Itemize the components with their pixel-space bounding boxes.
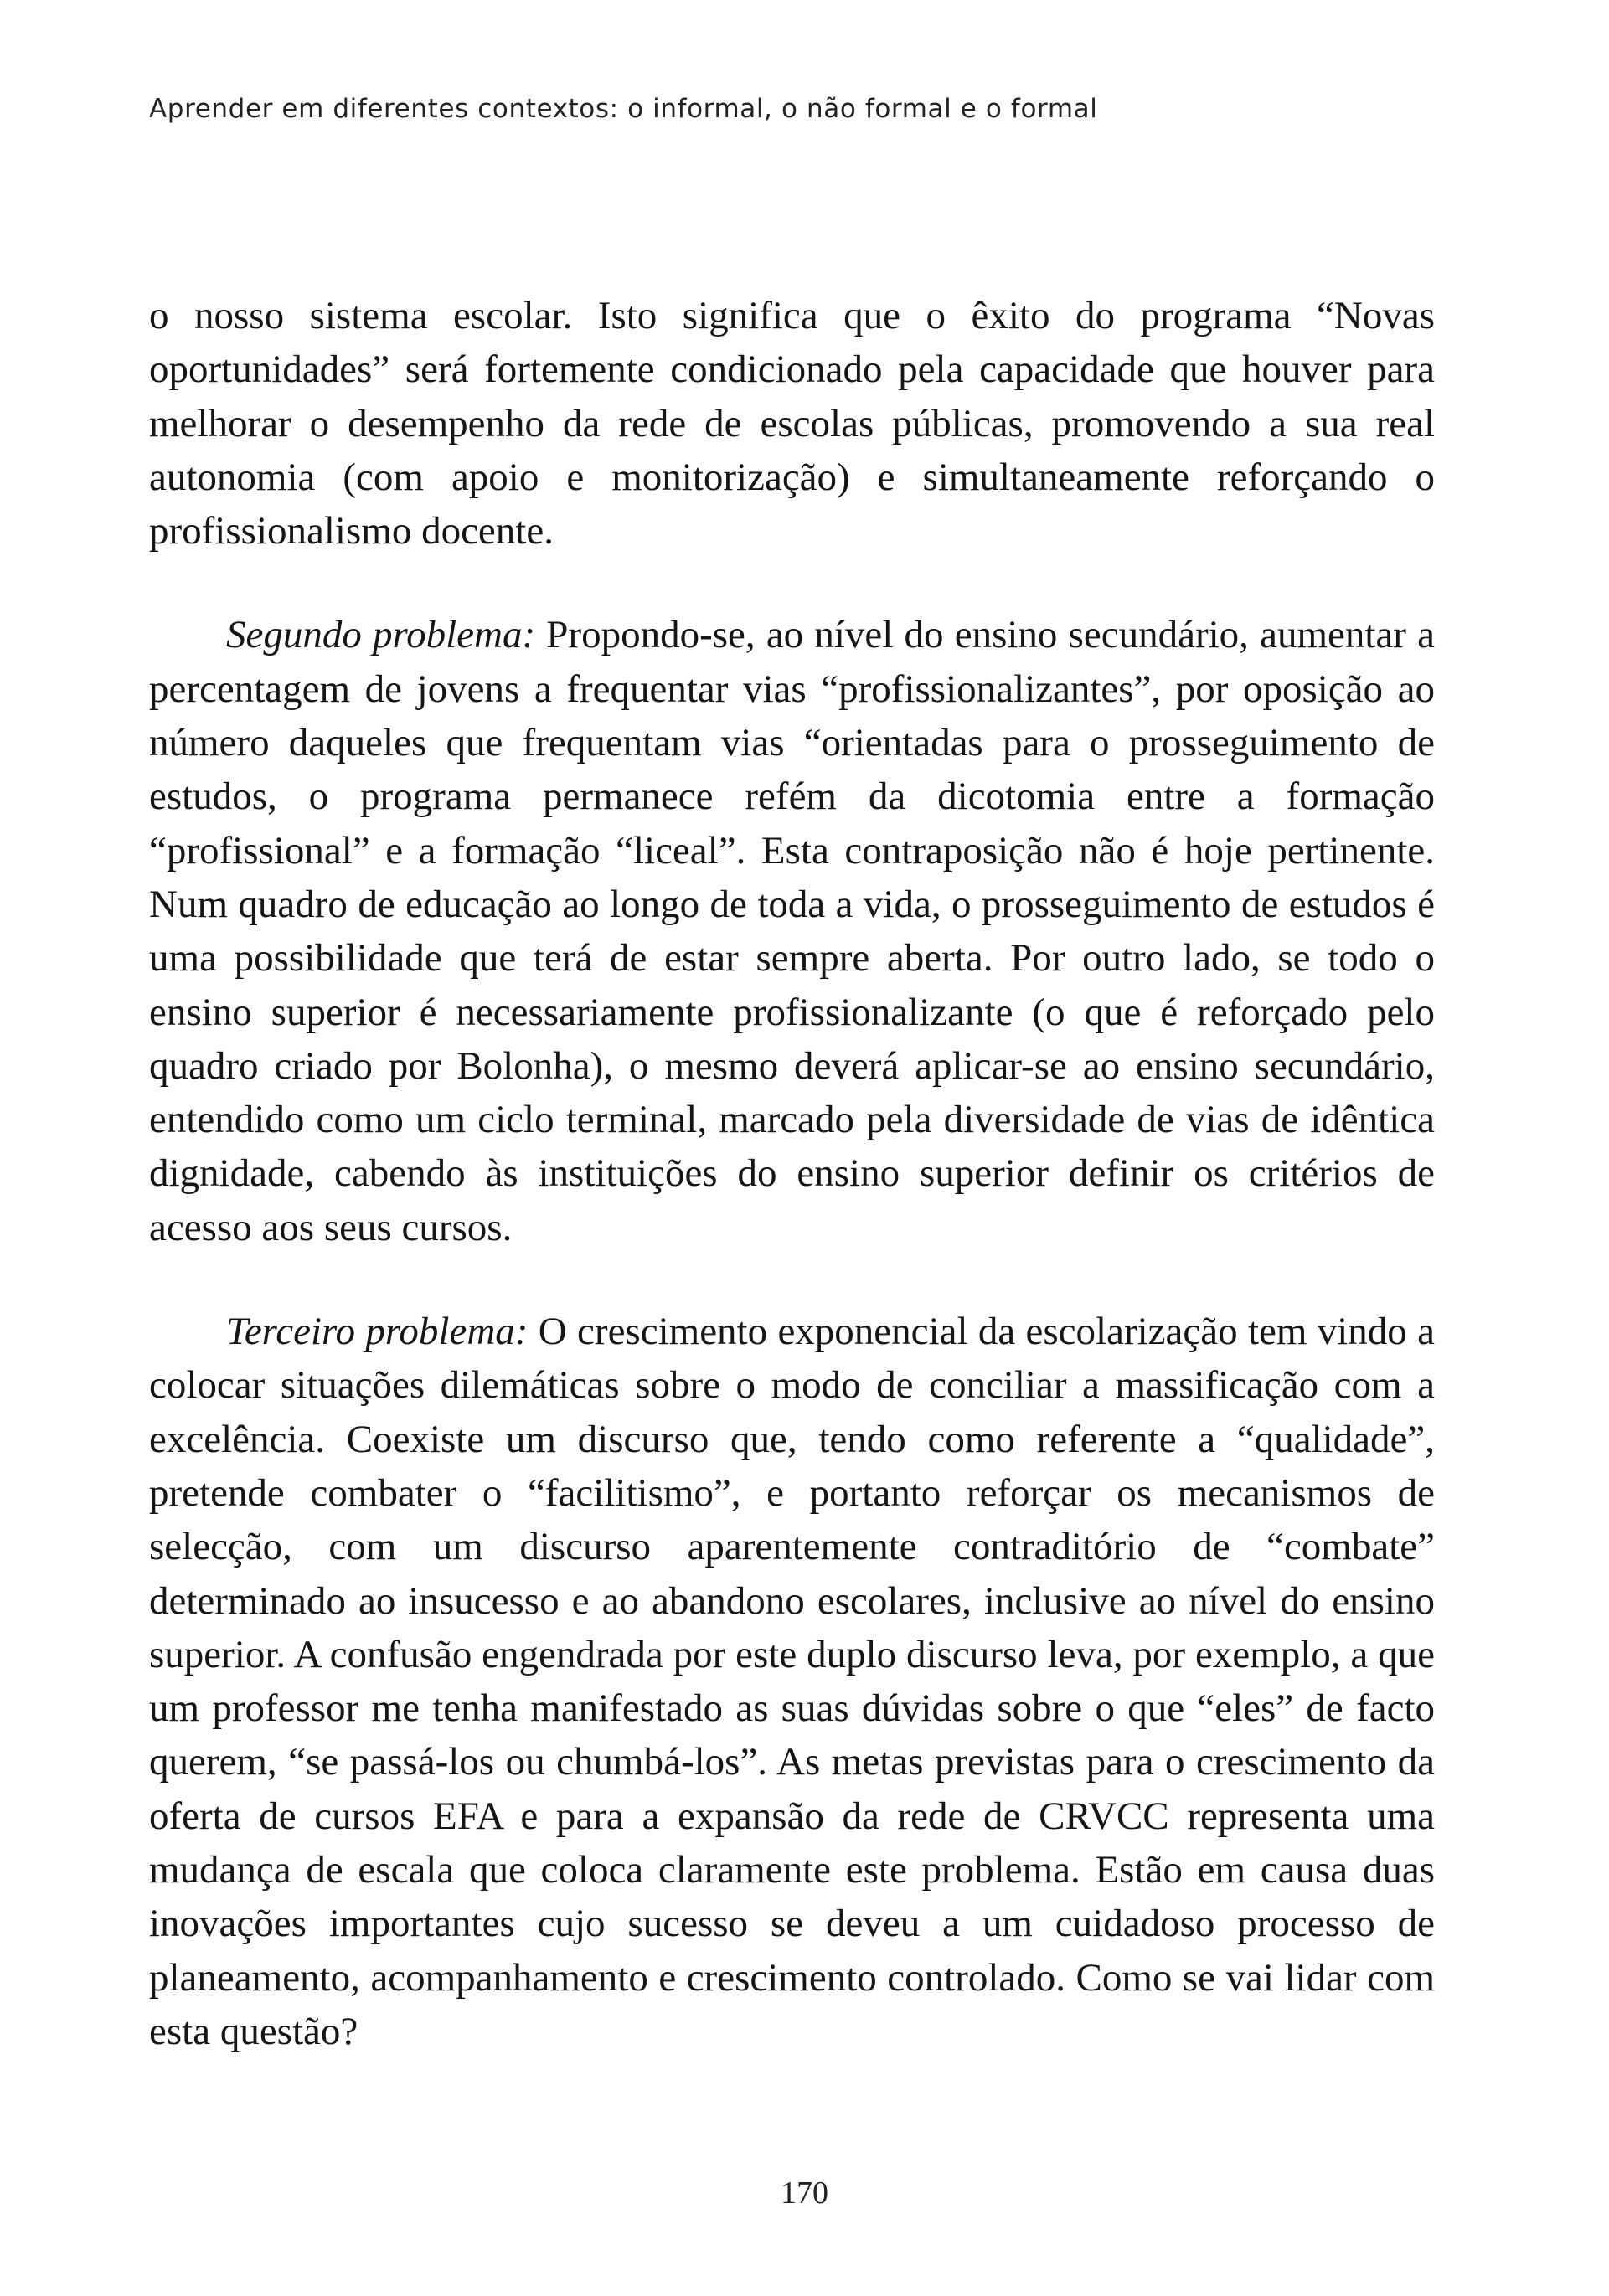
paragraph-lead: Terceiro problema: xyxy=(226,1310,529,1354)
paragraph-continuation xyxy=(149,289,1435,558)
running-header: Aprender em diferentes contextos: o informal, o não formal e o formal xyxy=(149,94,1098,124)
paragraph-terceiro-problema xyxy=(149,1305,1435,2058)
paragraph-text: o nosso sistema escolar. Isto significa que o êxito do programa “Novas oportunidades” será fortemente condicionado pela capacidade que houver para melhorar o desempenho da rede de escolas públicas, promovendo a sua real autonomia (com apoio e monitorização) e simultaneamente reforçando o profissionalismo docente. xyxy=(149,294,1435,553)
body-text xyxy=(149,289,1435,2058)
paragraph-segundo-problema xyxy=(149,608,1435,1254)
paragraph-lead: Segundo problema: xyxy=(226,613,536,657)
paragraph-text: O crescimento exponencial da escolarização tem vindo a colocar situações dilemáticas sobre o modo de conciliar a massificação com a excelência. Coexiste um discurso que, tendo como referente a “qualidade”, pretende combater o “facilitismo”, e portanto reforçar os mecanismos de selecção, com um discurso aparentemente contraditório de “combate” determinado ao insucesso e ao abandono escolares, inclusive ao nível do ensino superior. A confusão engendrada por este duplo discurso leva, por exemplo, a que um professor me tenha manifestado as suas dúvidas sobre o que “eles” de facto querem, “se passá-los ou chumbá-los”. As metas previstas para o crescimento da oferta de cursos EFA e para a expansão da rede de CRVCC representa uma mudança de escala que coloca claramente este problema. Estão em causa duas inovações importantes cujo sucesso se deveu a um cuidadoso processo de planeamento, acompanhamento e crescimento controlado. Como se vai lidar com esta questão? xyxy=(149,1310,1435,2053)
page-number: 170 xyxy=(781,2175,828,2211)
paragraph-text: Propondo-se, ao nível do ensino secundário, aumentar a percentagem de jovens a frequentar vias “profissionalizantes”, por oposição ao número daqueles que frequentam vias “orientadas para o prosseguimento de estudos, o programa permanece refém da dicotomia entre a formação “profissional” e a formação “liceal”. Esta contraposição não é hoje pertinente. Num quadro de educação ao longo de toda a vida, o prosseguimento de estudos é uma possibilidade que terá de estar sempre aberta. Por outro lado, se todo o ensino superior é necessariamente profissionalizante (o que é reforçado pelo quadro criado por Bolonha), o mesmo deverá aplicar-se ao ensino secundário, entendido como um ciclo terminal, marcado pela diversidade de vias de idêntica dignidade, cabendo às instituições do ensino superior definir os critérios de acesso aos seus cursos. xyxy=(149,613,1436,1249)
